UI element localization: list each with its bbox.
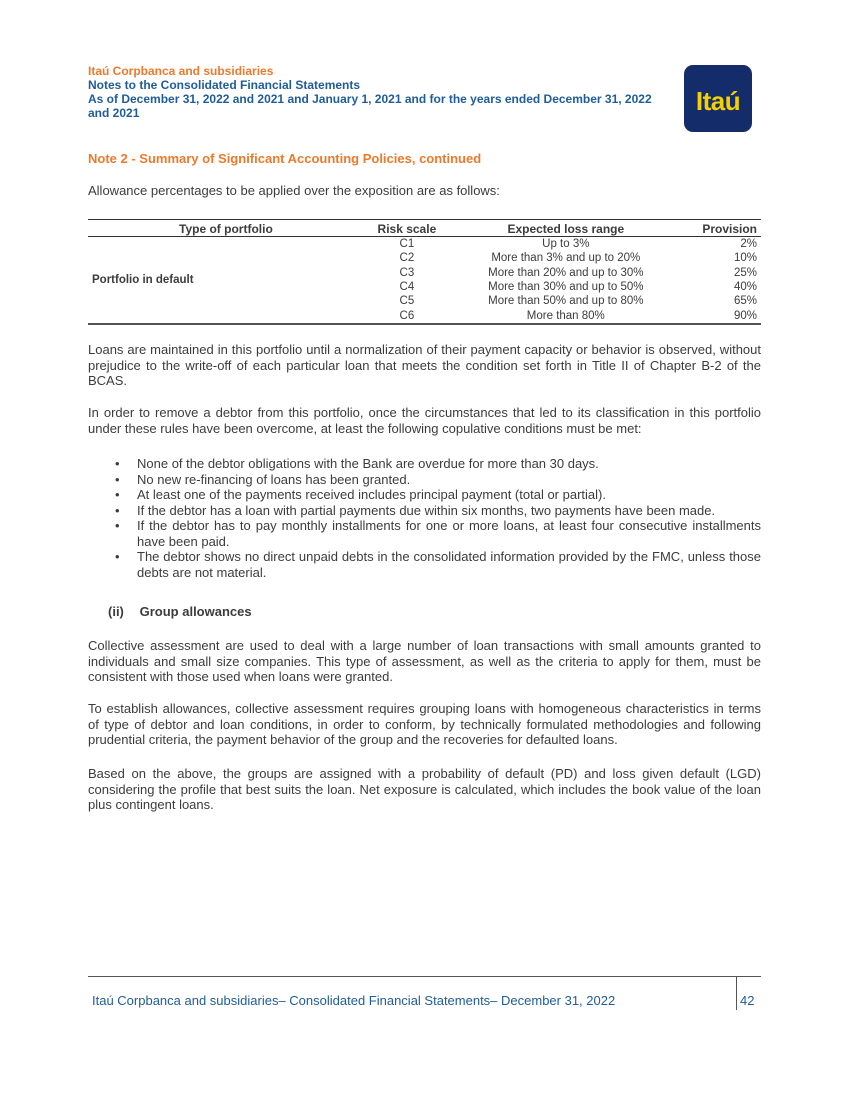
portfolio-label: Portfolio in default xyxy=(92,273,194,286)
list-item-text: If the debtor has a loan with partial payments due within six months, two payments have been made. xyxy=(137,502,716,518)
paragraph-collective: Collective assessment are used to deal with a large number of loan transactions with small amounts granted to individuals and small size companies. This type of assessment, as well as the criteria to apply for them, must be consistent with those used when loans were granted. xyxy=(88,638,761,684)
provision-cell: 40% xyxy=(733,281,757,294)
bullet-icon: • xyxy=(115,502,120,518)
header-period: As of December 31, 2022 and 2021 and January 1, 2021 and for the years ended December 31, 2022 xyxy=(88,92,652,106)
loss-range-cell: More than 80% xyxy=(526,309,605,322)
table-header-row xyxy=(88,220,761,237)
list-item-text: No new re-financing of loans has been granted. xyxy=(137,471,411,487)
col-header-risk: Risk scale xyxy=(364,220,450,237)
section-number: (ii) xyxy=(108,604,124,619)
list-item xyxy=(88,487,761,503)
risk-scale-cell: C3 xyxy=(399,266,415,279)
col-header-provision: Provision xyxy=(682,220,761,237)
header-period-cont: and 2021 xyxy=(88,106,140,120)
footer-page-divider xyxy=(736,977,737,1010)
section-title: Group allowances xyxy=(139,604,252,619)
risk-scale-cell: C6 xyxy=(399,309,415,322)
list-item-text: If the debtor has to pay monthly installments for one or more loans, at least four consecutive installments have been paid. xyxy=(137,518,761,549)
paragraph-maintenance: Loans are maintained in this portfolio until a normalization of their payment capacity or behavior is observed, without prejudice to the write-off of each particular loan that meets the condition set forth in Title II of Chapter B-2 of the BCAS. xyxy=(88,342,761,388)
note-title: Note 2 - Summary of Significant Accounting Policies, continued xyxy=(88,151,482,166)
list-item xyxy=(88,503,761,519)
allowance-table xyxy=(88,219,761,325)
table-row xyxy=(88,237,761,252)
list-item-text: The debtor shows no direct unpaid debts in the consolidated information provided by the FMC, unless those debts are not material. xyxy=(137,549,761,580)
footer-divider xyxy=(88,976,761,977)
list-item xyxy=(88,518,761,549)
loss-range-cell: More than 20% and up to 30% xyxy=(488,266,644,279)
conditions-list xyxy=(88,456,761,580)
loss-range-cell: More than 30% and up to 50% xyxy=(488,281,644,294)
bullet-icon: • xyxy=(115,487,120,502)
logo-text: Itaú xyxy=(695,86,741,116)
list-item xyxy=(88,456,761,472)
section-heading xyxy=(88,604,252,619)
bullet-icon: • xyxy=(115,518,120,533)
paragraph-pd-lgd: Based on the above, the groups are assigned with a probability of default (PD) and loss given default (LGD) considering the profile that best suits the loan. Net exposure is calculated, which includes the book value of the loan plus contingent loans. xyxy=(88,766,761,812)
header-subtitle: Notes to the Consolidated Financial Statements xyxy=(88,78,361,92)
paragraph-removal: In order to remove a debtor from this portfolio, once the circumstances that led to its classification in this portfolio under these rules have been overcome, at least the following copulative conditions must be met: xyxy=(88,405,761,436)
risk-scale-cell: C4 xyxy=(399,281,415,294)
col-header-type: Type of portfolio xyxy=(88,220,364,237)
bullet-icon: • xyxy=(115,549,120,564)
provision-cell: 25% xyxy=(733,266,757,279)
risk-scale-cell: C1 xyxy=(399,238,415,251)
paragraph-establish: To establish allowances, collective assessment requires grouping loans with homogeneous characteristics in terms of type of debtor and loan conditions, in order to conform, by technically formulated methodologies and following prudential criteria, the payment behavior of the group and the recoveries for defaulted loans. xyxy=(88,701,761,747)
header-company: Itaú Corpbanca and subsidiaries xyxy=(88,64,274,78)
footer-text: Itaú Corpbanca and subsidiaries– Consolidated Financial Statements– December 31, 2022 xyxy=(92,993,616,1008)
list-item xyxy=(88,472,761,488)
risk-scale-cell: C2 xyxy=(399,252,415,265)
col-header-range: Expected loss range xyxy=(450,220,682,237)
loss-range-cell: More than 50% and up to 80% xyxy=(488,295,644,308)
bullet-icon: • xyxy=(115,456,120,471)
page-number: 42 xyxy=(740,993,755,1008)
page-header xyxy=(88,64,688,120)
itau-logo xyxy=(684,65,752,132)
loss-range-cell: Up to 3% xyxy=(542,238,590,251)
provision-cell: 2% xyxy=(740,238,757,251)
risk-scale-cell: C5 xyxy=(399,295,415,308)
provision-cell: 65% xyxy=(733,295,757,308)
loss-range-cell: More than 3% and up to 20% xyxy=(491,252,641,265)
intro-paragraph: Allowance percentages to be applied over the exposition are as follows: xyxy=(88,183,500,198)
list-item-text: At least one of the payments received includes principal payment (total or partial). xyxy=(137,487,606,502)
list-item-text: None of the debtor obligations with the Bank are overdue for more than 30 days. xyxy=(137,456,599,471)
bullet-icon: • xyxy=(115,471,120,487)
provision-cell: 90% xyxy=(733,309,757,322)
provision-cell: 10% xyxy=(733,252,757,265)
list-item xyxy=(88,549,761,580)
